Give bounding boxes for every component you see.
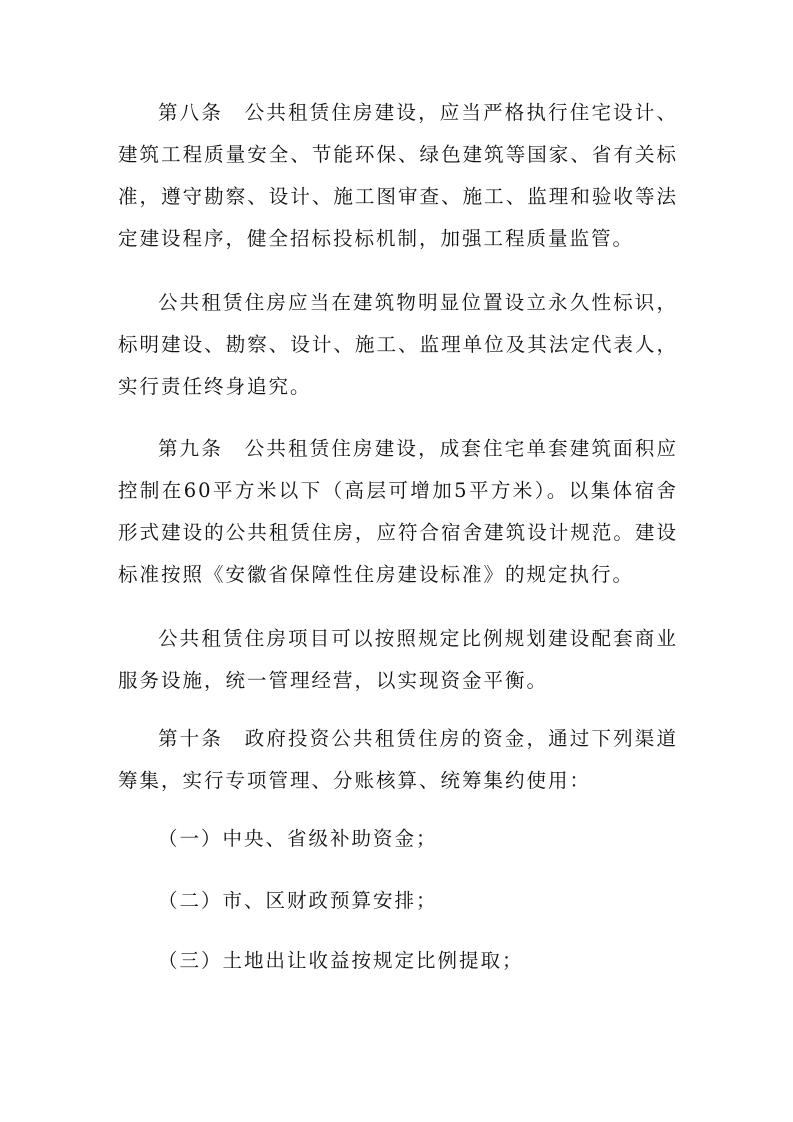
article-10-paragraph: 第十条 政府投资公共租赁住房的资金，通过下列渠道筹集，实行专项管理、分账核算、统筹集约使用：: [118, 727, 678, 792]
funding-item-3: （三）土地出让收益按规定比例提取；: [158, 949, 524, 972]
article-8-signage-paragraph: 公共租赁住房应当在建筑物明显位置设立永久性标识，标明建设、勘察、设计、施工、监理单位及其法定代表人，实行责任终身追究。: [118, 291, 678, 398]
funding-item-2: （二）市、区财政预算安排；: [158, 889, 438, 912]
article-8-paragraph: 第八条 公共租赁住房建设，应当严格执行住宅设计、建筑工程质量安全、节能环保、绿色建筑等国家、省有关标准，遵守勘察、设计、施工图审查、施工、监理和验收等法定建设程序，健全招标投标机制，加强工程质量监管。: [118, 101, 678, 250]
funding-item-1: （一）中央、省级补助资金；: [158, 827, 438, 850]
article-9-commercial-paragraph: 公共租赁住房项目可以按照规定比例规划建设配套商业服务设施，统一管理经营，以实现资金平衡。: [118, 627, 678, 692]
article-9-paragraph: 第九条 公共租赁住房建设，成套住宅单套建筑面积应控制在60平方米以下（高层可增加5平方米）。以集体宿舍形式建设的公共租赁住房，应符合宿舍建筑设计规范。建设标准按照《安徽省保障性住房建设标准》的规定执行。: [118, 437, 678, 586]
